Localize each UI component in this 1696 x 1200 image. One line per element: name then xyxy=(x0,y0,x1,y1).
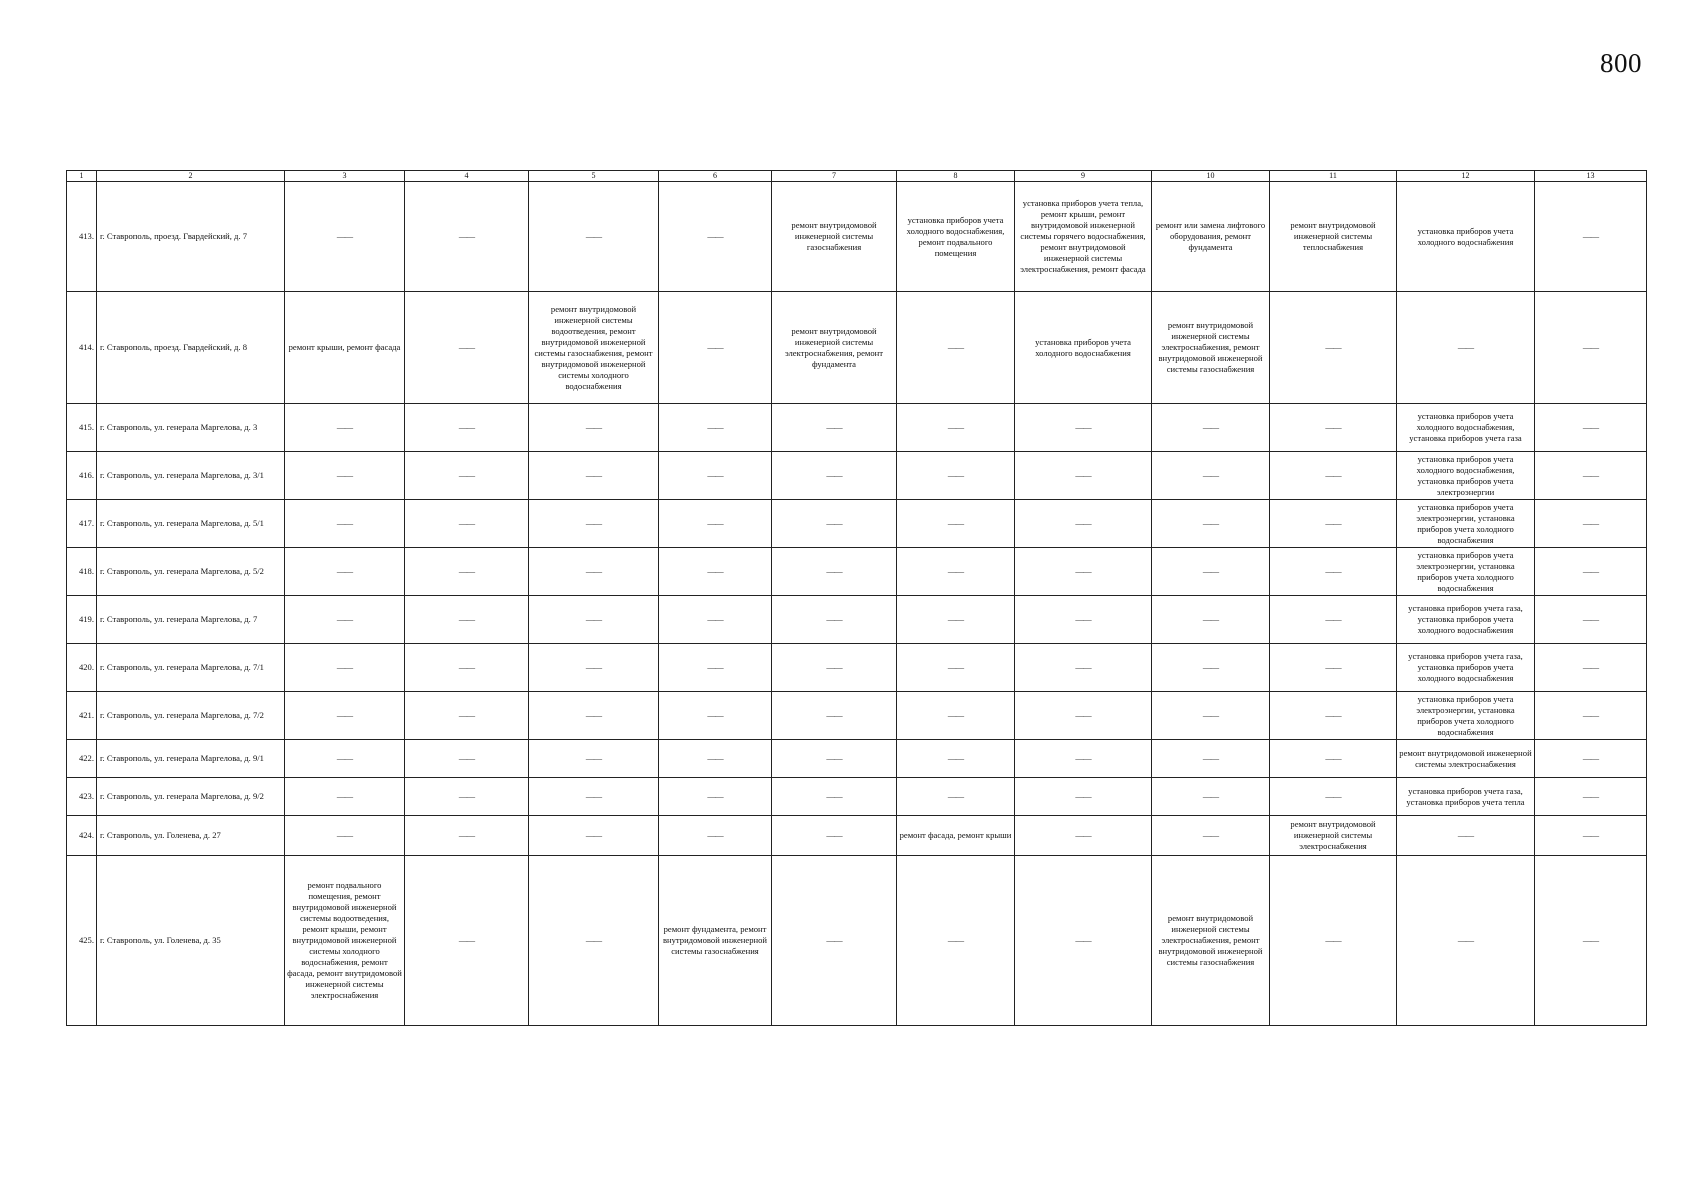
empty-dash-cell: —— xyxy=(1270,644,1397,692)
empty-dash-cell: —— xyxy=(897,778,1015,816)
table-row xyxy=(67,452,1647,500)
empty-dash-cell: —— xyxy=(1397,292,1535,404)
empty-dash-cell: —— xyxy=(1152,548,1270,596)
empty-dash-cell: —— xyxy=(772,778,897,816)
table-row xyxy=(67,740,1647,778)
empty-dash-cell: —— xyxy=(1397,816,1535,856)
column-number-8: 8 xyxy=(897,171,1015,182)
empty-dash-cell: —— xyxy=(1535,692,1647,740)
row-number: 416. xyxy=(67,452,97,500)
address-cell: г. Ставрополь, ул. генерала Маргелова, д. 9/1 xyxy=(97,740,285,778)
row-number: 421. xyxy=(67,692,97,740)
address-cell: г. Ставрополь, проезд. Гвардейский, д. 8 xyxy=(97,292,285,404)
empty-dash-cell: —— xyxy=(1535,500,1647,548)
empty-dash-cell: —— xyxy=(285,644,405,692)
empty-dash-cell: —— xyxy=(405,692,529,740)
empty-dash-cell: —— xyxy=(405,856,529,1026)
empty-dash-cell: —— xyxy=(897,292,1015,404)
empty-dash-cell: —— xyxy=(659,548,772,596)
work-type-cell: ремонт крыши, ремонт фасада xyxy=(285,292,405,404)
address-cell: г. Ставрополь, ул. генерала Маргелова, д. 7 xyxy=(97,596,285,644)
row-number: 418. xyxy=(67,548,97,596)
column-number-10: 10 xyxy=(1152,171,1270,182)
column-number-4: 4 xyxy=(405,171,529,182)
empty-dash-cell: —— xyxy=(529,816,659,856)
empty-dash-cell: —— xyxy=(529,778,659,816)
empty-dash-cell: —— xyxy=(285,500,405,548)
empty-dash-cell: —— xyxy=(1270,740,1397,778)
work-type-cell: установка приборов учета холодного водоснабжения xyxy=(1397,182,1535,292)
empty-dash-cell: —— xyxy=(529,856,659,1026)
empty-dash-cell: —— xyxy=(1152,452,1270,500)
row-number: 415. xyxy=(67,404,97,452)
empty-dash-cell: —— xyxy=(285,778,405,816)
empty-dash-cell: —— xyxy=(405,292,529,404)
page-number: 800 xyxy=(1600,48,1642,78)
empty-dash-cell: —— xyxy=(405,596,529,644)
empty-dash-cell: —— xyxy=(1152,596,1270,644)
table-row xyxy=(67,778,1647,816)
empty-dash-cell: —— xyxy=(529,404,659,452)
work-type-cell: ремонт подвального помещения, ремонт внутридомовой инженерной системы водоотведения, ремонт крыши, ремонт внутридомовой инженерной системы холодного водоснабжения, ремонт фасада, ремонт внутридомовой инженерной системы электроснабжения xyxy=(285,856,405,1026)
empty-dash-cell: —— xyxy=(529,548,659,596)
empty-dash-cell: —— xyxy=(1397,856,1535,1026)
empty-dash-cell: —— xyxy=(405,548,529,596)
work-type-cell: установка приборов учета электроэнергии, установка приборов учета холодного водоснабжения xyxy=(1397,500,1535,548)
work-type-cell: ремонт фундамента, ремонт внутридомовой инженерной системы газоснабжения xyxy=(659,856,772,1026)
table-row xyxy=(67,500,1647,548)
work-type-cell: ремонт внутридомовой инженерной системы газоснабжения xyxy=(772,182,897,292)
empty-dash-cell: —— xyxy=(1535,740,1647,778)
work-type-cell: установка приборов учета холодного водоснабжения xyxy=(1015,292,1152,404)
empty-dash-cell: —— xyxy=(1535,452,1647,500)
row-number: 425. xyxy=(67,856,97,1026)
empty-dash-cell: —— xyxy=(1152,692,1270,740)
empty-dash-cell: —— xyxy=(897,692,1015,740)
empty-dash-cell: —— xyxy=(772,404,897,452)
work-type-cell: установка приборов учета электроэнергии, установка приборов учета холодного водоснабжения xyxy=(1397,692,1535,740)
work-type-cell: установка приборов учета тепла, ремонт крыши, ремонт внутридомовой инженерной системы горячего водоснабжения, ремонт внутридомовой инженерной системы электроснабжения, ремонт фасада xyxy=(1015,182,1152,292)
table-row xyxy=(67,548,1647,596)
empty-dash-cell: —— xyxy=(659,740,772,778)
empty-dash-cell: —— xyxy=(897,856,1015,1026)
empty-dash-cell: —— xyxy=(1270,856,1397,1026)
empty-dash-cell: —— xyxy=(1535,548,1647,596)
column-number-5: 5 xyxy=(529,171,659,182)
row-number: 417. xyxy=(67,500,97,548)
empty-dash-cell: —— xyxy=(1015,452,1152,500)
table-row xyxy=(67,856,1647,1026)
empty-dash-cell: —— xyxy=(1015,404,1152,452)
empty-dash-cell: —— xyxy=(1270,596,1397,644)
empty-dash-cell: —— xyxy=(405,778,529,816)
empty-dash-cell: —— xyxy=(285,816,405,856)
empty-dash-cell: —— xyxy=(1015,596,1152,644)
work-type-cell: установка приборов учета электроэнергии, установка приборов учета холодного водоснабжения xyxy=(1397,548,1535,596)
row-number: 423. xyxy=(67,778,97,816)
empty-dash-cell: —— xyxy=(1015,740,1152,778)
column-number-11: 11 xyxy=(1270,171,1397,182)
empty-dash-cell: —— xyxy=(529,692,659,740)
empty-dash-cell: —— xyxy=(1535,182,1647,292)
empty-dash-cell: —— xyxy=(1015,816,1152,856)
empty-dash-cell: —— xyxy=(285,548,405,596)
empty-dash-cell: —— xyxy=(1152,404,1270,452)
work-type-cell: установка приборов учета холодного водоснабжения, установка приборов учета электроэнергии xyxy=(1397,452,1535,500)
work-type-cell: установка приборов учета холодного водоснабжения, установка приборов учета газа xyxy=(1397,404,1535,452)
empty-dash-cell: —— xyxy=(772,816,897,856)
empty-dash-cell: —— xyxy=(1535,404,1647,452)
empty-dash-cell: —— xyxy=(1152,778,1270,816)
table-row xyxy=(67,182,1647,292)
empty-dash-cell: —— xyxy=(772,500,897,548)
empty-dash-cell: —— xyxy=(529,644,659,692)
empty-dash-cell: —— xyxy=(1270,548,1397,596)
column-number-12: 12 xyxy=(1397,171,1535,182)
empty-dash-cell: —— xyxy=(772,692,897,740)
empty-dash-cell: —— xyxy=(897,404,1015,452)
empty-dash-cell: —— xyxy=(1535,292,1647,404)
empty-dash-cell: —— xyxy=(1015,644,1152,692)
row-number: 424. xyxy=(67,816,97,856)
table-row xyxy=(67,816,1647,856)
empty-dash-cell: —— xyxy=(529,596,659,644)
empty-dash-cell: —— xyxy=(1152,500,1270,548)
empty-dash-cell: —— xyxy=(529,740,659,778)
empty-dash-cell: —— xyxy=(1270,692,1397,740)
column-number-9: 9 xyxy=(1015,171,1152,182)
empty-dash-cell: —— xyxy=(1270,292,1397,404)
empty-dash-cell: —— xyxy=(1152,644,1270,692)
capital-repair-table xyxy=(66,170,1647,1026)
empty-dash-cell: —— xyxy=(405,182,529,292)
empty-dash-cell: —— xyxy=(405,740,529,778)
empty-dash-cell: —— xyxy=(772,548,897,596)
column-number-row xyxy=(67,171,1647,182)
column-number-3: 3 xyxy=(285,171,405,182)
empty-dash-cell: —— xyxy=(772,856,897,1026)
empty-dash-cell: —— xyxy=(1015,500,1152,548)
empty-dash-cell: —— xyxy=(405,816,529,856)
row-number: 413. xyxy=(67,182,97,292)
empty-dash-cell: —— xyxy=(659,778,772,816)
empty-dash-cell: —— xyxy=(285,404,405,452)
empty-dash-cell: —— xyxy=(405,500,529,548)
column-number-13: 13 xyxy=(1535,171,1647,182)
empty-dash-cell: —— xyxy=(772,596,897,644)
address-cell: г. Ставрополь, ул. генерала Маргелова, д. 7/2 xyxy=(97,692,285,740)
empty-dash-cell: —— xyxy=(1270,500,1397,548)
empty-dash-cell: —— xyxy=(529,452,659,500)
work-type-cell: ремонт внутридомовой инженерной системы электроснабжения xyxy=(1397,740,1535,778)
work-type-cell: установка приборов учета холодного водоснабжения, ремонт подвального помещения xyxy=(897,182,1015,292)
work-type-cell: ремонт внутридомовой инженерной системы теплоснабжения xyxy=(1270,182,1397,292)
address-cell: г. Ставрополь, ул. генерала Маргелова, д. 3 xyxy=(97,404,285,452)
empty-dash-cell: —— xyxy=(659,500,772,548)
empty-dash-cell: —— xyxy=(529,182,659,292)
work-type-cell: ремонт внутридомовой инженерной системы электроснабжения, ремонт внутридомовой инженерной системы газоснабжения xyxy=(1152,856,1270,1026)
empty-dash-cell: —— xyxy=(772,452,897,500)
address-cell: г. Ставрополь, ул. Голенева, д. 35 xyxy=(97,856,285,1026)
work-type-cell: установка приборов учета газа, установка приборов учета холодного водоснабжения xyxy=(1397,596,1535,644)
work-type-cell: ремонт фасада, ремонт крыши xyxy=(897,816,1015,856)
empty-dash-cell: —— xyxy=(405,452,529,500)
address-cell: г. Ставрополь, ул. генерала Маргелова, д. 9/2 xyxy=(97,778,285,816)
address-cell: г. Ставрополь, ул. Голенева, д. 27 xyxy=(97,816,285,856)
row-number: 419. xyxy=(67,596,97,644)
empty-dash-cell: —— xyxy=(1535,644,1647,692)
empty-dash-cell: —— xyxy=(1535,778,1647,816)
empty-dash-cell: —— xyxy=(1535,856,1647,1026)
work-type-cell: ремонт или замена лифтового оборудования, ремонт фундамента xyxy=(1152,182,1270,292)
empty-dash-cell: —— xyxy=(1015,548,1152,596)
empty-dash-cell: —— xyxy=(659,644,772,692)
empty-dash-cell: —— xyxy=(529,500,659,548)
empty-dash-cell: —— xyxy=(897,548,1015,596)
column-number-7: 7 xyxy=(772,171,897,182)
column-number-2: 2 xyxy=(97,171,285,182)
empty-dash-cell: —— xyxy=(285,740,405,778)
empty-dash-cell: —— xyxy=(897,740,1015,778)
empty-dash-cell: —— xyxy=(285,452,405,500)
empty-dash-cell: —— xyxy=(897,596,1015,644)
empty-dash-cell: —— xyxy=(659,404,772,452)
empty-dash-cell: —— xyxy=(1152,816,1270,856)
empty-dash-cell: —— xyxy=(285,596,405,644)
empty-dash-cell: —— xyxy=(897,644,1015,692)
empty-dash-cell: —— xyxy=(1270,452,1397,500)
work-type-cell: установка приборов учета газа, установка приборов учета холодного водоснабжения xyxy=(1397,644,1535,692)
empty-dash-cell: —— xyxy=(659,182,772,292)
table-row xyxy=(67,596,1647,644)
row-number: 420. xyxy=(67,644,97,692)
address-cell: г. Ставрополь, ул. генерала Маргелова, д. 5/1 xyxy=(97,500,285,548)
empty-dash-cell: —— xyxy=(285,692,405,740)
empty-dash-cell: —— xyxy=(1270,778,1397,816)
address-cell: г. Ставрополь, ул. генерала Маргелова, д. 5/2 xyxy=(97,548,285,596)
address-cell: г. Ставрополь, проезд. Гвардейский, д. 7 xyxy=(97,182,285,292)
empty-dash-cell: —— xyxy=(659,692,772,740)
column-number-1: 1 xyxy=(67,171,97,182)
address-cell: г. Ставрополь, ул. генерала Маргелова, д. 7/1 xyxy=(97,644,285,692)
table-row xyxy=(67,692,1647,740)
row-number: 422. xyxy=(67,740,97,778)
empty-dash-cell: —— xyxy=(1015,778,1152,816)
row-number: 414. xyxy=(67,292,97,404)
table-row xyxy=(67,644,1647,692)
empty-dash-cell: —— xyxy=(405,404,529,452)
empty-dash-cell: —— xyxy=(772,740,897,778)
table-row xyxy=(67,292,1647,404)
column-number-6: 6 xyxy=(659,171,772,182)
empty-dash-cell: —— xyxy=(405,644,529,692)
empty-dash-cell: —— xyxy=(659,452,772,500)
work-type-cell: установка приборов учета газа, установка приборов учета тепла xyxy=(1397,778,1535,816)
empty-dash-cell: —— xyxy=(772,644,897,692)
work-type-cell: ремонт внутридомовой инженерной системы электроснабжения xyxy=(1270,816,1397,856)
empty-dash-cell: —— xyxy=(285,182,405,292)
empty-dash-cell: —— xyxy=(897,452,1015,500)
empty-dash-cell: —— xyxy=(1270,404,1397,452)
work-type-cell: ремонт внутридомовой инженерной системы водоотведения, ремонт внутридомовой инженерной системы газоснабжения, ремонт внутридомовой инженерной системы холодного водоснабжения xyxy=(529,292,659,404)
empty-dash-cell: —— xyxy=(1015,856,1152,1026)
address-cell: г. Ставрополь, ул. генерала Маргелова, д. 3/1 xyxy=(97,452,285,500)
empty-dash-cell: —— xyxy=(659,596,772,644)
work-type-cell: ремонт внутридомовой инженерной системы электроснабжения, ремонт внутридомовой инженерной системы газоснабжения xyxy=(1152,292,1270,404)
empty-dash-cell: —— xyxy=(659,816,772,856)
table-row xyxy=(67,404,1647,452)
empty-dash-cell: —— xyxy=(1015,692,1152,740)
empty-dash-cell: —— xyxy=(1535,816,1647,856)
work-type-cell: ремонт внутридомовой инженерной системы электроснабжения, ремонт фундамента xyxy=(772,292,897,404)
empty-dash-cell: —— xyxy=(1152,740,1270,778)
empty-dash-cell: —— xyxy=(659,292,772,404)
empty-dash-cell: —— xyxy=(1535,596,1647,644)
empty-dash-cell: —— xyxy=(897,500,1015,548)
